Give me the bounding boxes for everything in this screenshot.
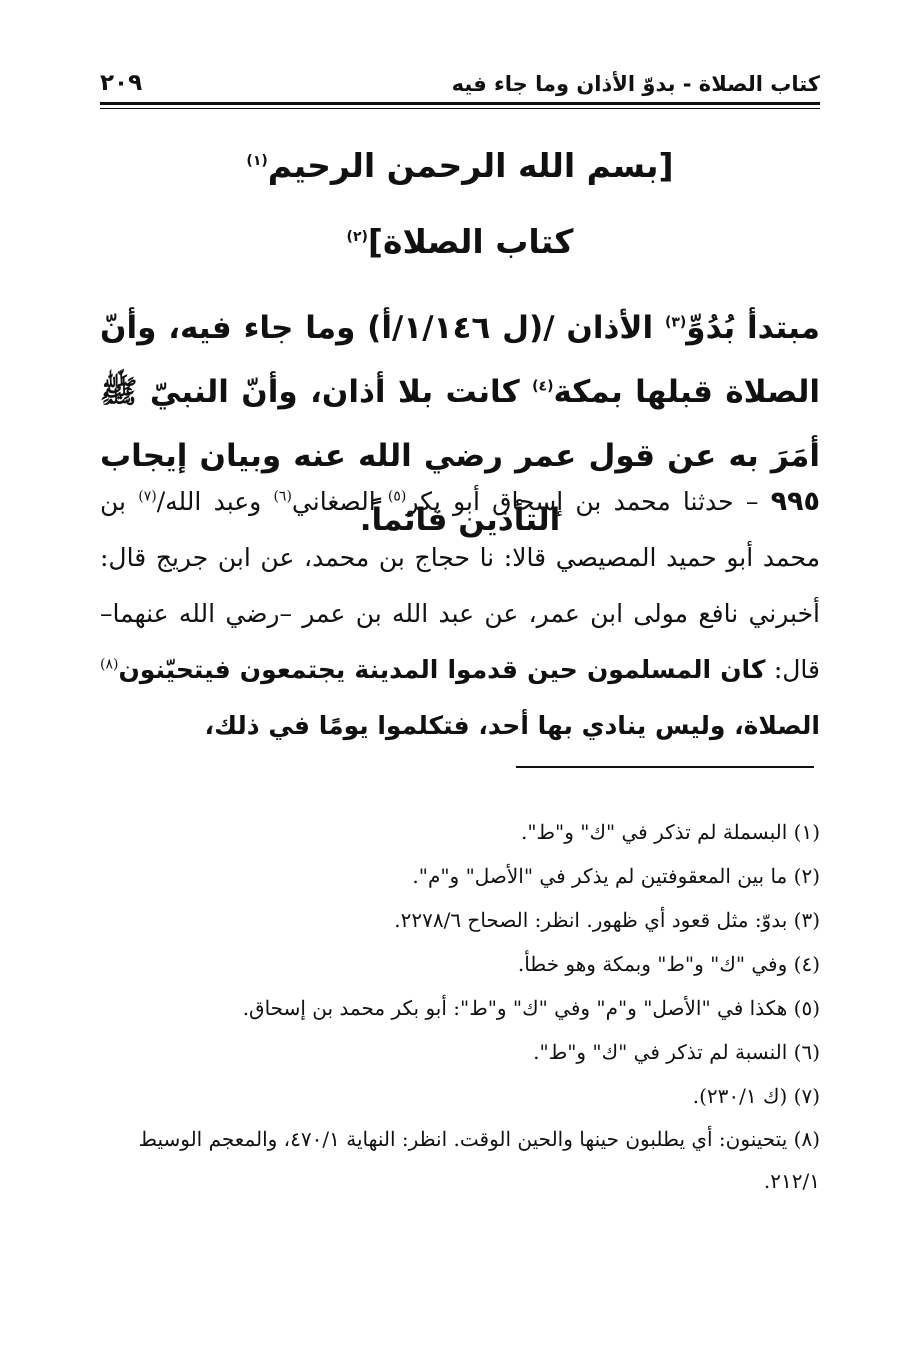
hadith-segment-1: – حدثنا محمد بن إسحاق أبو بكر [406, 487, 771, 516]
hadith-segment-2: الصغاني [291, 487, 388, 516]
chapter-part-3: كانت بلا أذان، وأنّ النبيّ ﷺ أمَرَ به عن قول عمر رضي الله عنه وبيان إيجاب التأذين قائماً. [100, 374, 820, 538]
footnote-ref-5: (٥) [387, 488, 407, 505]
footnote-ref-7: (٧) [138, 488, 157, 505]
footnote-ref-4: (٤) [532, 378, 554, 395]
header-rule-thick [100, 102, 820, 105]
footnote-ref-2: (٢) [346, 229, 368, 245]
footnote-ref-6: (٦) [273, 488, 292, 505]
footnote-ref-8: (٨) [100, 656, 119, 673]
hadith-matn-1: كان المسلمون حين قدموا المدينة يجتمعون فيتحيّنون [118, 655, 766, 684]
footnote-5: (٥) هكذا في "الأصل" و"م" وفي "ك" و"ط": أبو بكر محمد بن إسحاق. [242, 996, 820, 1020]
footnote-1: (١) البسملة لم تذكر في "ك" و"ط". [521, 820, 820, 844]
footnote-ref-3: (٣) [664, 314, 687, 331]
footnote-8: (٨) يتحينون: أي يطلبون حينها والحين الوقت. انظر: النهاية ٤٧٠/١، والمعجم الوسيط ٢١٢/١. [138, 1127, 820, 1193]
hadith-segment-4: بن محمد أبو حميد المصيصي قالا: نا حجاج بن محمد، عن ابن جريج قال: أخبرني نافع مولى ابن عمر، عن عبد الله بن عمر –رضي الله عنهما– قال: [100, 487, 820, 684]
basmala-text: [بسم الله الرحمن الرحيم [267, 146, 674, 185]
hadith-matn-2: الصلاة، وليس ينادي بها أحد، فتكلموا يومًا في ذلك، [204, 711, 820, 740]
book-title-text: كتاب الصلاة] [367, 222, 574, 261]
page-number: ٢٠٩ [100, 70, 143, 96]
footnote-ref-1: (١) [246, 153, 268, 169]
chapter-part-2: الأذان /(ل ١/١٤٦/أ) وما جاء فيه، وأنّ الصلاة قبلها بمكة [100, 310, 820, 410]
hadith-segment-3: وعبد الله/ [156, 487, 274, 516]
header-rule-thin [100, 108, 820, 109]
footnotes-section [100, 810, 820, 1202]
basmala-heading [100, 146, 820, 185]
footnote-separator [516, 766, 814, 768]
footnote-4: (٤) وفي "ك" و"ط" وبمكة وهو خطأ. [517, 952, 820, 976]
hadith-paragraph [100, 474, 820, 754]
hadith-number: ٩٩٥ [770, 486, 821, 517]
footnote-6: (٦) النسبة لم تذكر في "ك" و"ط". [533, 1040, 820, 1064]
book-title-heading [100, 222, 820, 261]
running-title: كتاب الصلاة - بدوّ الأذان وما جاء فيه [451, 72, 820, 96]
running-header [100, 68, 820, 104]
chapter-part-1: مبتدأ بُدُوِّ [686, 310, 820, 346]
footnote-7: (٧) (ك ٢٣٠/١). [692, 1084, 820, 1108]
footnote-2: (٢) ما بين المعقوفتين لم يذكر في "الأصل" و"م". [412, 864, 820, 888]
footnote-3: (٣) بدوّ: مثل قعود أي ظهور. انظر: الصحاح ٢٢٧٨/٦. [394, 908, 820, 932]
